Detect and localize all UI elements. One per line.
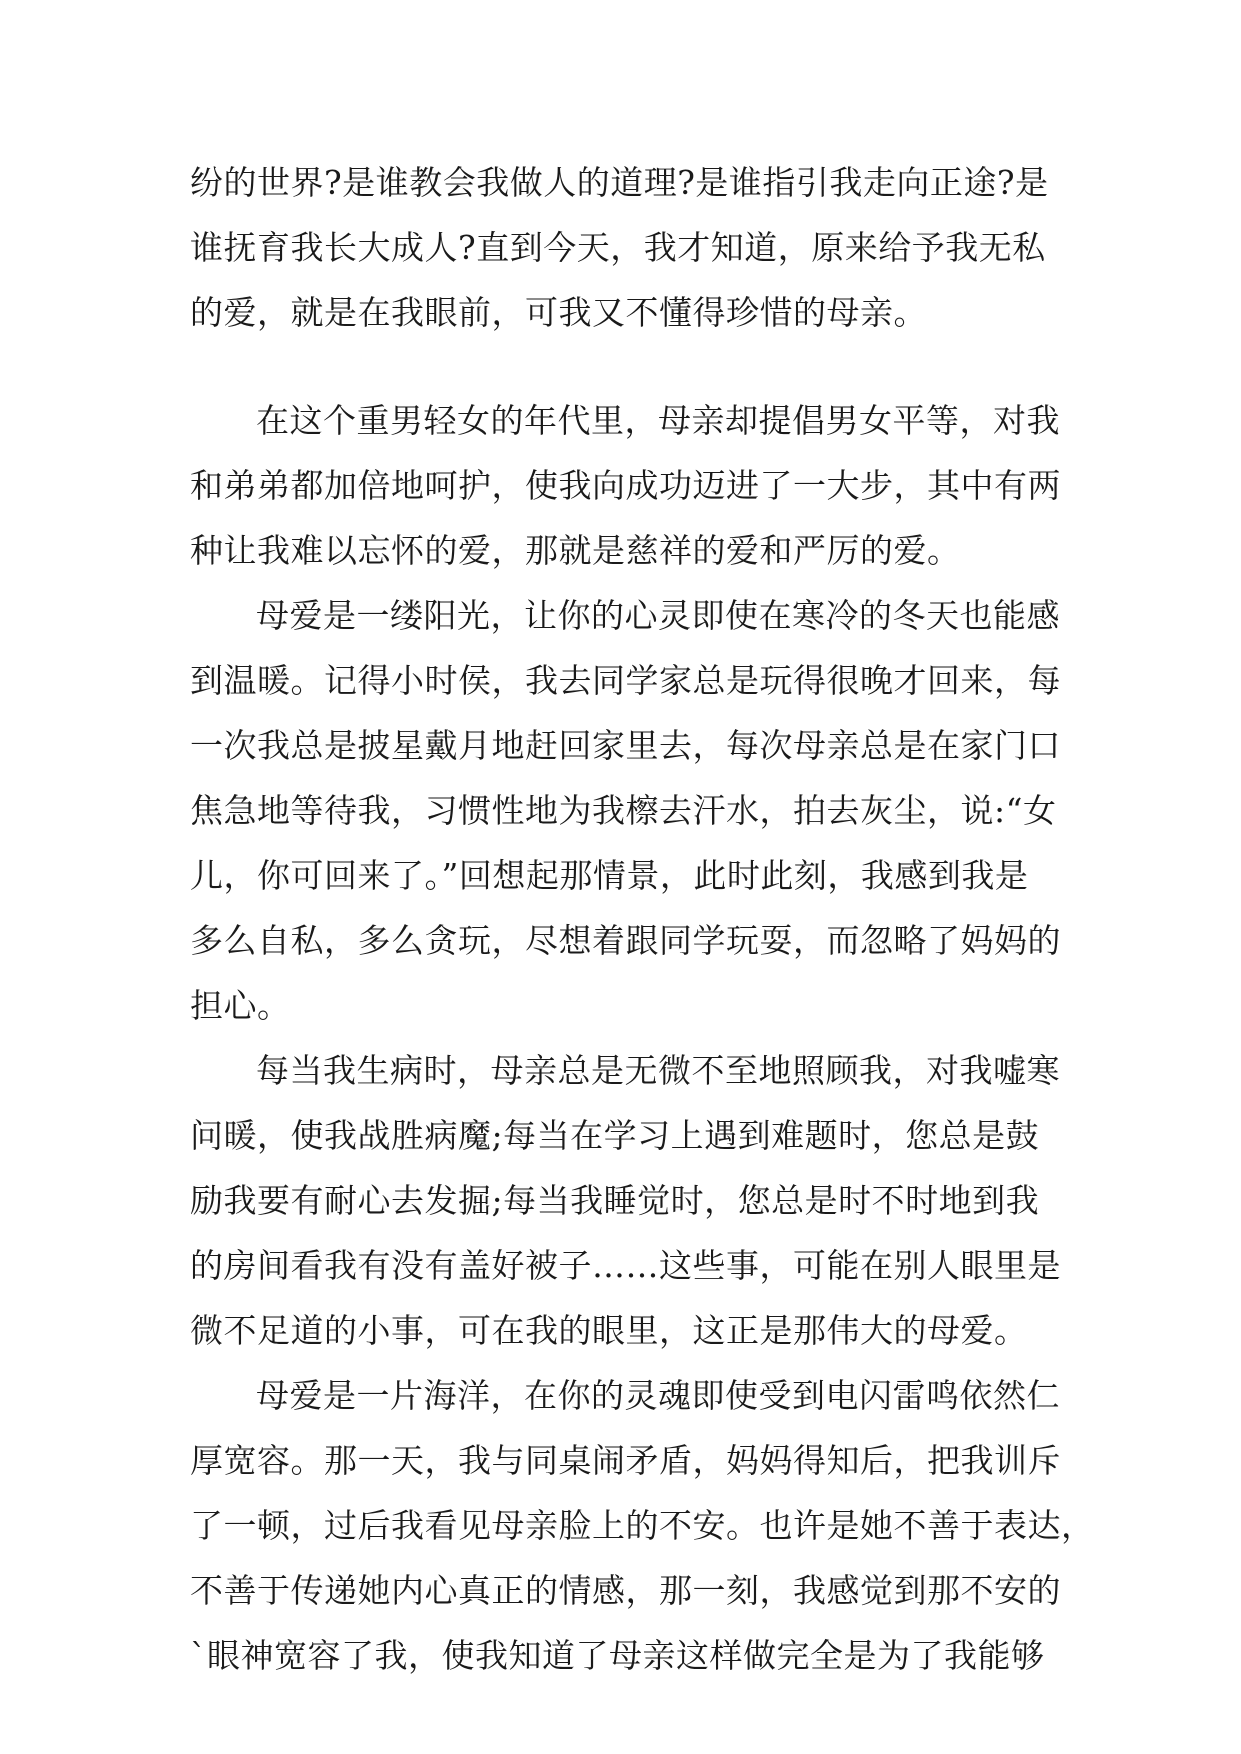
paragraph-first-line: 母爱是一片海洋，在你的灵魂即使受到电闪雷鸣依然仁 bbox=[256, 1376, 1060, 1415]
text-line: 和弟弟都加倍地呵护，使我向成功迈进了一大步，其中有两 bbox=[190, 466, 1061, 505]
text-line: 的房间看我有没有盖好被子……这些事，可能在别人眼里是 bbox=[190, 1246, 1061, 1285]
text-line: 不善于传递她内心真正的情感，那一刻，我感觉到那不安的 bbox=[190, 1571, 1061, 1610]
text-line: 担心。 bbox=[190, 986, 291, 1025]
text-line: 的爱，就是在我眼前，可我又不懂得珍惜的母亲。 bbox=[190, 293, 927, 332]
paragraph-first-line: 母爱是一缕阳光，让你的心灵即使在寒冷的冬天也能感 bbox=[256, 596, 1060, 635]
paragraph-first-line: 每当我生病时，母亲总是无微不至地照顾我，对我嘘寒 bbox=[256, 1051, 1060, 1090]
text-line: 微不足道的小事，可在我的眼里，这正是那伟大的母爱。 bbox=[190, 1311, 1028, 1350]
text-line: 问暖，使我战胜病魔;每当在学习上遇到难题时，您总是鼓 bbox=[190, 1116, 1040, 1155]
text-line: 了一顿，过后我看见母亲脸上的不安。也许是她不善于表达， bbox=[190, 1506, 1095, 1545]
text-line: 到温暖。记得小时侯，我去同学家总是玩得很晚才回来，每 bbox=[190, 661, 1061, 700]
text-line: 励我要有耐心去发掘;每当我睡觉时，您总是时不时地到我 bbox=[190, 1181, 1040, 1220]
text-line: 儿，你可回来了。”回想起那情景，此时此刻，我感到我是 bbox=[190, 856, 1029, 895]
text-line: 一次我总是披星戴月地赶回家里去，每次母亲总是在家门口 bbox=[190, 726, 1061, 765]
text-line: 多么自私，多么贪玩，尽想着跟同学玩耍，而忽略了妈妈的 bbox=[190, 921, 1061, 960]
text-line: 厚宽容。那一天，我与同桌闹矛盾，妈妈得知后，把我训斥 bbox=[190, 1441, 1061, 1480]
text-line: 焦急地等待我，习惯性地为我檫去汗水，拍去灰尘，说:“女 bbox=[190, 791, 1057, 830]
text-line: 种让我难以忘怀的爱，那就是慈祥的爱和严厉的爱。 bbox=[190, 531, 961, 570]
text-line: `眼神宽容了我，使我知道了母亲这样做完全是为了我能够 bbox=[190, 1636, 1045, 1675]
paragraph-first-line: 在这个重男轻女的年代里，母亲却提倡男女平等，对我 bbox=[256, 401, 1060, 440]
text-line: 纷的世界?是谁教会我做人的道理?是谁指引我走向正途?是 bbox=[190, 163, 1049, 202]
text-line: 谁抚育我长大成人?直到今天，我才知道，原来给予我无私 bbox=[190, 228, 1046, 267]
